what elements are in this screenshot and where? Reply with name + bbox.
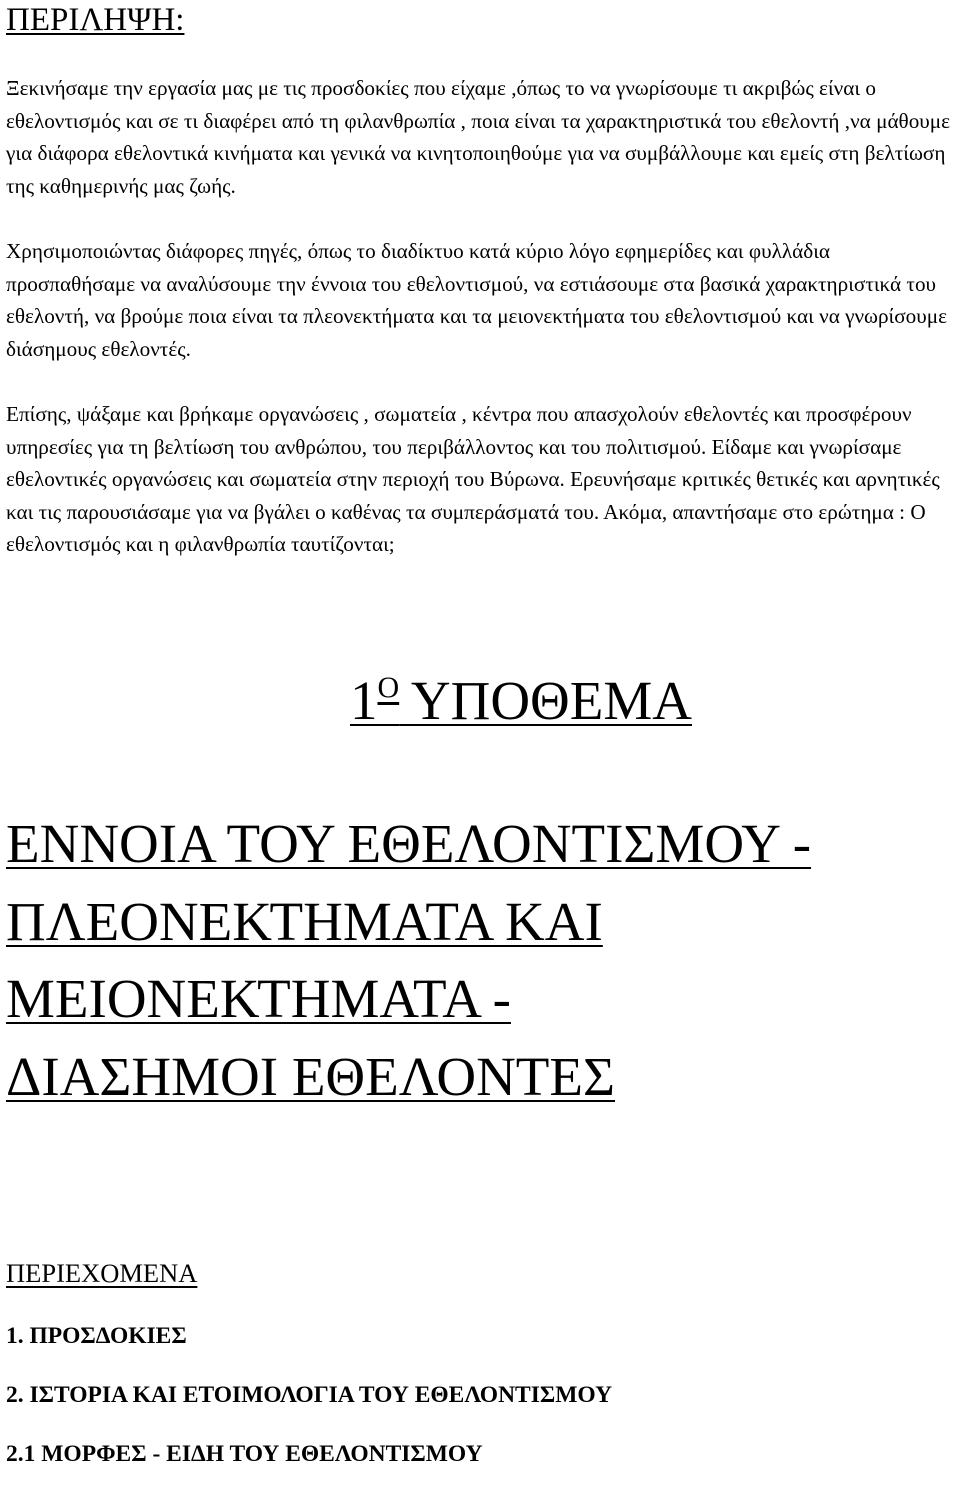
- summary-paragraph-2: Χρησιμοποιώντας διάφορες πηγές, όπως το διαδίκτυο κατά κύριο λόγο εφημερίδες και φυλλάδια προσπαθήσαμε να αναλύσουμε την έννοια του εθελοντισμού, να εστιάσουμε στα βασικά χαρακτηριστικά του εθελοντή, να βρούμε ποια είναι τα πλεονεκτήματα και τα μειονεκτήματα του εθελοντισμού και να γνωρίσουμε διάσημους εθελοντές.: [6, 239, 948, 361]
- main-title-line-3: ΜΕΙΟΝΕΚΤΗΜΑΤΑ -: [6, 968, 511, 1029]
- contents-heading: ΠΕΡΙΕΧΟΜΕΝΑ: [6, 1258, 198, 1288]
- main-title-line-2: ΠΛΕΟΝΕΚΤΗΜΑΤΑ ΚΑΙ: [6, 890, 603, 952]
- main-title-line-4: ΔΙΑΣΗΜΟΙ ΕΘΕΛΟΝΤΕΣ: [6, 1045, 616, 1107]
- summary-heading: ΠΕΡΙΛΗΨΗ:: [6, 2, 185, 38]
- main-title-line-1: ΕΝΝΟΙΑ ΤΟΥ ΕΘΕΛΟΝΤΙΣΜΟΥ -: [6, 813, 812, 874]
- contents-list: [6, 1322, 612, 1499]
- contents-item: 2.1 ΜΟΡΦΕΣ - ΕΙΔΗ ΤΟΥ ΕΘΕΛΟΝΤΙΣΜΟΥ: [6, 1441, 483, 1467]
- subject-label: ΥΠΟΘΕΜΑ: [399, 670, 692, 731]
- contents-item: 2. ΙΣΤΟΡΙΑ ΚΑΙ ΕΤΟΙΜΟΛΟΓΙΑ ΤΟΥ ΕΘΕΛΟΝΤΙΣΜΟΥ: [6, 1382, 613, 1408]
- summary-paragraph-3: Επίσης, ψάξαμε και βρήκαμε οργανώσεις , σωματεία , κέντρα που απασχολούν εθελοντές και προσφέρουν υπηρεσίες για τη βελτίωση του ανθρώπου, του περιβάλλοντος και του πολιτισμού. Είδαμε και γνωρίσαμε εθελοντικές οργανώσεις και σωματεία στην περιοχή του Βύρωνα. Ερευνήσαμε κριτικές θετικές και αρνητικές και τις παρουσιάσαμε για να βγάλει ο καθένας τα συμπεράσματά του. Ακόμα, απαντήσαμε στο ερώτημα : Ο εθελοντισμός και η φιλανθρωπία ταυτίζονται;: [6, 402, 940, 557]
- main-title: [6, 805, 956, 1115]
- subject-heading: [350, 655, 692, 734]
- subject-superscript: Ο: [377, 671, 400, 704]
- summary-paragraph-1: Ξεκινήσαμε την εργασία μας με τις προσδοκίες που είχαμε ,όπως το να γνωρίσουμε τι ακριβώς είναι ο εθελοντισμός και σε τι διαφέρει από τη φιλανθρωπία , ποια είναι τα χαρακτηριστικά του εθελοντή ,να μάθουμε για διάφορα εθελοντικά κινήματα και γενικά να κινητοποιηθούμε για να συμβάλλουμε και εμείς στη βελτίωση της καθημερινής μας ζωής.: [6, 76, 951, 198]
- subject-number: 1: [350, 670, 378, 731]
- contents-item: 1. ΠΡΟΣΔΟΚΙΕΣ: [6, 1323, 187, 1349]
